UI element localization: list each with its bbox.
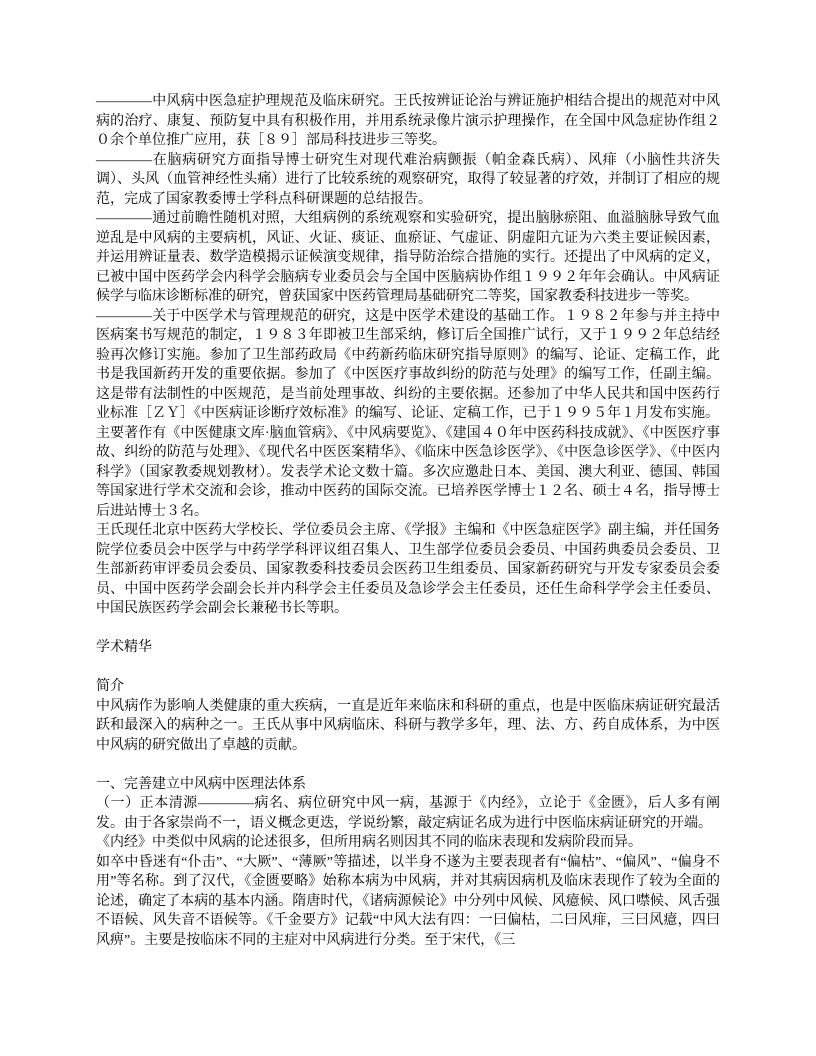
heading-introduction: 简介 [96,679,124,694]
paragraph-academic-management-standards: ————关于中医学术与管理规范的研究，这是中医学术建设的基础工作。１９８２年参与并主持中医病案书写规范的制定，１９８３年即被卫生部采纳，修订后全国推广试行，又于１９９２年总结经验再次修订实施。参加了卫生部药政局《中药新药临床研究指导原则》的编写、论证、定稿工作，此书是我国新药开发的重要依据。参加了《中医医疗事故纠纷的防范与处理》的编写工作，任副主编。这是带有法制性的中医规范，是当前处理事故、纠纷的主要依据。还参加了中华人民共和国中医药行业标准［ＺＹ］《中医病证诊断疗效标准》的编写、论证、定稿工作，已于１９９５年１月发布实施。 [96,308,720,421]
paragraph-disease-name-origin: （一）正本清源————病名、病位研究中风一病，基源于《内经》，立论于《金匮》，后人多有阐发。由于各家崇尚不一，语义概念更迭，学说纷繁，敲定病证名成为进行中医临床病证研究的开端。 [96,796,720,831]
paragraph-major-works: 主要著作有《中医健康文库·脑血管病》、《中风病要览》、《建国４０年中医药科技成就》、《中医医疗事故、纠纷的防范与处理》、《现代名中医医案精华》、《临床中医急诊医学》、《中医急诊医学》、《中医内科学》（国家教委规划教材）。发表学术论文数十篇。多次应邀赴日本、美国、澳大利亚、德国、韩国等国家进行学术交流和会诊，推动中医药的国际交流。已培养医学博士１２名、硕士４名，指导博士后进站博士３名。 [96,425,720,519]
paragraph-introduction: 中风病作为影响人类健康的重大疾病，一直是近年来临床和科研的重点，也是中医临床病证研究最活跃和最深入的病种之一。王氏从事中风病临床、科研与教学多年，理、法、方、药自成体系，为中医中风病的研究做出了卓越的贡献。 [96,698,720,753]
paragraph-stroke-pathogenesis-research: ————通过前瞻性随机对照，大组病例的系统观察和实验研究，提出脑脉瘀阻、血溢脑脉导致气血逆乱是中风病的主要病机，风证、火证、痰证、血瘀证、气虚证、阴虚阳亢证为六类主要证候因素，并运用辨证量表、数学造模揭示证候演变规律，指导防治综合措施的实行。还提出了中风病的定义，已被中国中医药学会内科学会脑病专业委员会与全国中医脑病协作组１９９２年年会确认。中风病证候学与临床诊断标准的研究，曾获国家中医药管理局基础研究二等奖，国家教委科技进步一等奖。 [96,211,720,304]
paragraph-historical-classification: 如卒中昏迷有“仆击”、“大厥”、“薄厥”等描述，以半身不遂为主要表现者有“偏枯”、“偏风”、“偏身不用”等名称。到了汉代，《金匮要略》始称本病为中风病，并对其病因病机及临床表现作了较为全面的论述，确定了本病的基本内涵。隋唐时代，《诸病源候论》中分列中风候、风癔候、风口噤候、风舌强不语候、风失音不语候等。《千金要方》记载“中风大法有四：一曰偏枯，二曰风痱，三曰风癔，四曰风痹”。主要是按临床不同的主症对中风病进行分类。至于宋代，《三 [96,854,720,948]
heading-academic-essence: 学术精华 [96,640,152,655]
paragraph-brain-disease-research: ————在脑病研究方面指导博士研究生对现代难治病颤振（帕金森氏病）、风痱（小脑性共济失调）、头风（血管神经性头痛）进行了比较系统的观察研究，取得了较显著的疗效，并制订了相应的规范，完成了国家教委博士学科点科研课题的总结报告。 [96,152,720,207]
paragraph-emergency-nursing-standard: ————中风病中医急症护理规范及临床研究。王氏按辨证论治与辨证施护相结合提出的规范对中风病的治疗、康复、预防复中具有积极作用，并用系统录像片演示护理操作，在全国中风急症协作组２０余个单位推广应用，获［８９］部局科技进步三等奖。 [96,94,720,148]
heading-section-one: 一、完善建立中风病中医理法体系 [96,776,306,792]
paragraph-neijing-references: 《内经》中类似中风病的论述很多，但所用病名则因其不同的临床表现和发病阶段而异。 [96,835,642,850]
paragraph-current-positions: 王氏现任北京中医药大学校长、学位委员会主席、《学报》主编和《中医急症医学》副主编，并任国务院学位委员会中医学与中药学学科评议组召集人、卫生部学位委员会委员、中国药典委员会委员、卫生部新药审评委员会委员、国家教委科技委员会医药卫生组委员、国家新药研究与开发专家委员会委员、中国中医药学会副会长并内科学会主任委员及急诊学会主任委员，还任生命科学学会主任委员、中国民族医药学会副会长兼秘书长等职。 [96,523,720,616]
